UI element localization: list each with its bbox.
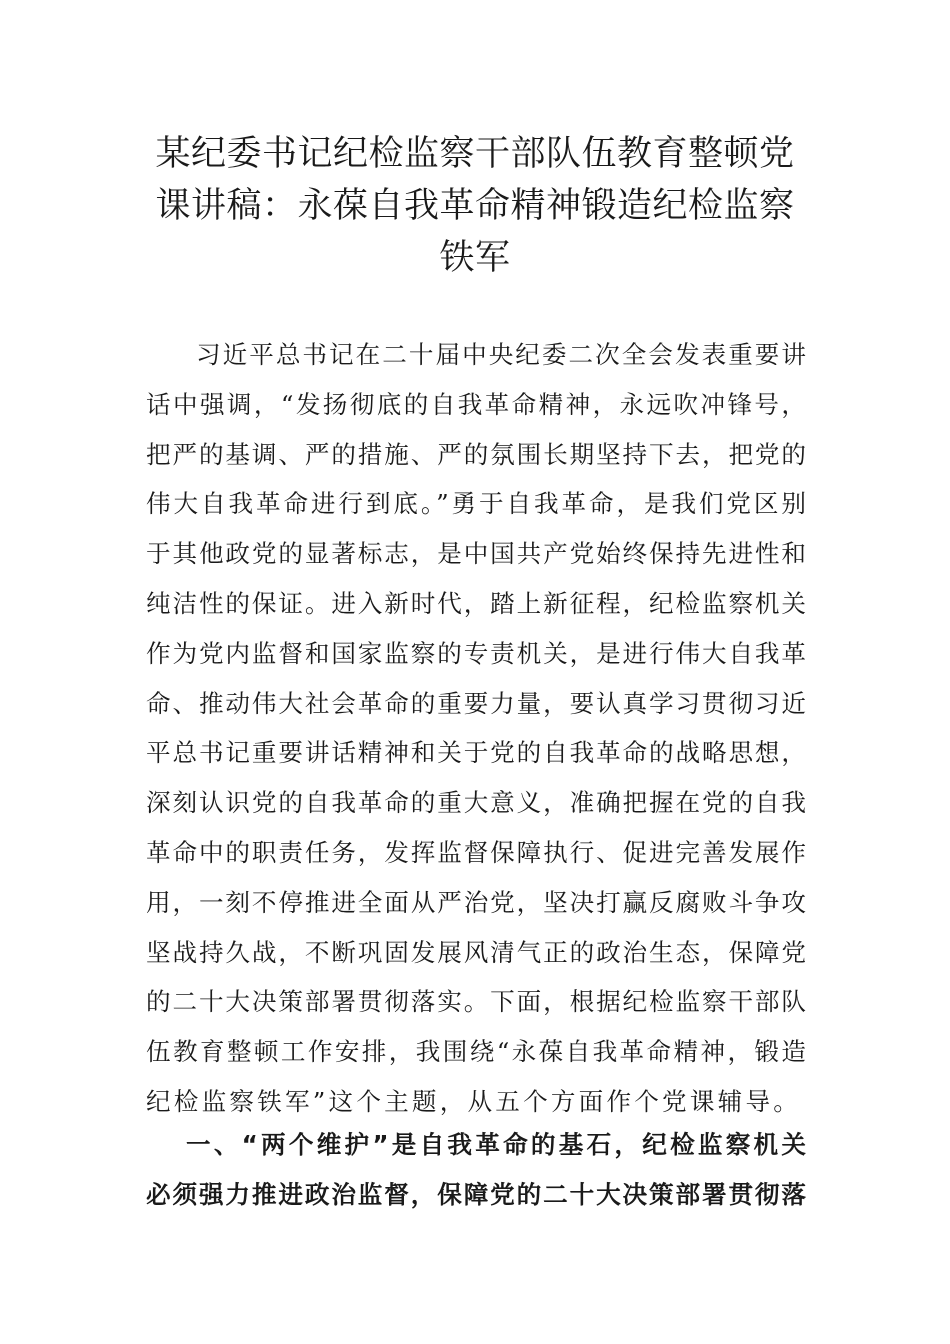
paragraph-line: 用，一刻不停推进全面从严治党，坚决打赢反腐败斗争攻 bbox=[146, 887, 806, 917]
intro-paragraph bbox=[146, 330, 806, 1127]
title-line: 课讲稿：永葆自我革命精神锻造纪检监察 bbox=[155, 186, 795, 226]
paragraph-line: 命、推动伟大社会革命的重要力量，要认真学习贯彻习近 bbox=[146, 688, 806, 718]
paragraph-line: 纪检监察铁军”这个主题，从五个方面作个党课辅导。 bbox=[146, 1086, 802, 1116]
title-line: 铁军 bbox=[439, 238, 511, 278]
section-heading-1 bbox=[146, 1120, 806, 1220]
heading-line: 必须强力推进政治监督，保障党的二十大决策部署贯彻落 bbox=[146, 1180, 806, 1209]
heading-line: 一、“两个维护”是自我革命的基石，纪检监察机关 bbox=[186, 1130, 806, 1159]
document-title bbox=[140, 128, 810, 284]
paragraph-line: 于其他政党的显著标志，是中国共产党始终保持先进性和 bbox=[146, 539, 806, 569]
paragraph-line: 作为党内监督和国家监察的专责机关，是进行伟大自我革 bbox=[146, 638, 806, 668]
paragraph-line: 伟大自我革命进行到底。”勇于自我革命，是我们党区别 bbox=[146, 489, 806, 519]
paragraph-line: 坚战持久战，不断巩固发展风清气正的政治生态，保障党 bbox=[146, 937, 806, 967]
paragraph-line: 纯洁性的保证。进入新时代，踏上新征程，纪检监察机关 bbox=[146, 588, 806, 618]
paragraph-line: 话中强调，“发扬彻底的自我革命精神，永远吹冲锋号， bbox=[146, 389, 806, 419]
paragraph-line: 习近平总书记在二十届中央纪委二次全会发表重要讲 bbox=[196, 340, 806, 369]
paragraph-line: 伍教育整顿工作安排，我围绕“永葆自我革命精神，锻造 bbox=[146, 1037, 806, 1067]
title-line: 某纪委书记纪检监察干部队伍教育整顿党 bbox=[155, 134, 795, 174]
paragraph-line: 的二十大决策部署贯彻落实。下面，根据纪检监察干部队 bbox=[146, 987, 806, 1017]
paragraph-line: 把严的基调、严的措施、严的氛围长期坚持下去，把党的 bbox=[146, 439, 806, 469]
paragraph-line: 深刻认识党的自我革命的重大意义，准确把握在党的自我 bbox=[146, 788, 806, 818]
paragraph-line: 革命中的职责任务，发挥监督保障执行、促进完善发展作 bbox=[146, 837, 806, 867]
paragraph-line: 平总书记重要讲话精神和关于党的自我革命的战略思想， bbox=[146, 738, 806, 768]
